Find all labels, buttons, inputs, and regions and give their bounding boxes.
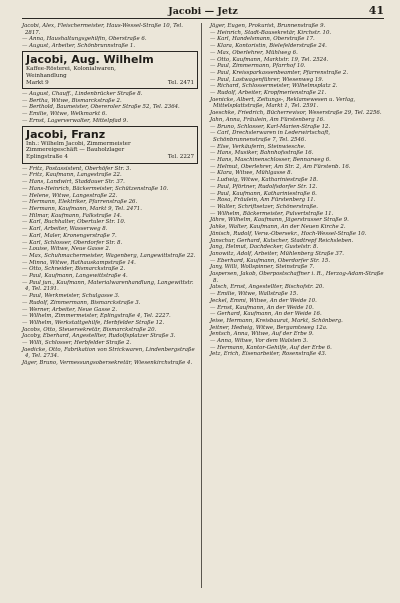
directory-entry: Jaeschke, Friedrich, Bücherrevisor, Weserstraße 29, Tel. 2256. [210, 110, 382, 117]
business-ad-line: Weinhandlung [26, 72, 67, 79]
directory-entry: — August, Arbeiter, Schönbrunnstraße 1. [22, 43, 136, 50]
directory-entry: — Hans, Musiker, Bahnhofsstraße 16. [210, 150, 314, 157]
directory-entry: — Paul, Werkmeister, Schulgasse 3. [22, 293, 120, 300]
directory-entry: — Gerhard, Kaufmann, An der Weide 16. [210, 311, 322, 318]
business-ad-line: Kaffee-Rösterei, Kolonialwaren, [26, 65, 116, 72]
directory-entry: Jänisch, Rudolf, Verw.-Obersekr., Hoch-Wessel-Straße 10. [210, 230, 367, 237]
directory-entry: — Paul jun., Kaufmann, Materialwarenhandlung, Langewittstr. 4, Tel. 2191. [22, 279, 194, 293]
directory-entry: — Otto, Kaufmann, Marktstr. 19, Tel. 2524. [210, 56, 329, 63]
business-ad-title: Jacobi, Franz [26, 127, 106, 141]
business-ad-footer [26, 80, 194, 87]
directory-entry: Jeitner, Hedwig, Witwe, Bergamtsweg 12a. [210, 324, 328, 331]
directory-entry: — Karl, Handelsmann, Oberstraße 17. [210, 36, 315, 43]
directory-entry: — Hans-Heinrich, Bäckermeister, Schützenstraße 10. [22, 185, 169, 192]
directory-entry: — Paul, Lastwagenführer, Wiesenweg 19. [210, 76, 324, 83]
column-divider [201, 23, 202, 588]
directory-entry: — Max, Schuhmachermeister, Wagenberg, Langewittstraße 22. [22, 252, 196, 259]
directory-entry: Jetz, Erich, Eisenarbeiter, Rosenstraße 43. [210, 351, 327, 358]
directory-entry: — Rosa, Fräulein, Am Fürstenberg 11. [210, 197, 316, 204]
directory-entry: — Anna, Witwe, Vor dem Walsten 3. [210, 338, 309, 345]
directory-entry: — Wilhelm, Zimmermeister, Eplingstraße 4, Tel. 2227. [22, 313, 171, 320]
directory-entry: — Minna, Witwe, Rathauskampstraße 14. [22, 259, 136, 266]
directory-entry: — Max, Oberlehrer, Mühlweg 6. [210, 49, 298, 56]
header-range: Jacobi — Jetz [168, 6, 238, 17]
directory-entry: — Ernst, Lagerverwalter, Mittelpfad 9. [22, 117, 129, 124]
directory-entry: Jeckel, Emmi, Witwe, An der Weide 10. [210, 297, 317, 304]
directory-entry: Jahn, Anna, Fräulein, Am Fürstenberg 16. [210, 116, 325, 123]
directory-entry: — Klara, Kontoristin, Bielefelderstraße 24. [210, 43, 327, 50]
directory-entry: — Werner, Arbeiter, Neue Gasse 2. [22, 306, 118, 313]
directory-entry: Jang, Helmut, Dachdecker, Gustelstr. 8. [210, 244, 319, 251]
directory-entry: Jacoby, Eberhard, Angestellter, Rudolfsplatzer Straße 3. [22, 333, 176, 340]
directory-entry: Janowitz, Adolf, Arbeiter, Mühlenberg Straße 37. [210, 250, 344, 257]
business-ad-phone: Tel. 2227 [167, 154, 194, 161]
business-ad-line: Inh.: Wilhelm Jacobi, Zimmermeister [26, 140, 131, 147]
directory-entry: — Fritz, Kaufmann, Langestraße 22. [22, 172, 122, 179]
directory-entry: — Hans, Landwirt, Staddauer Str. 37. [22, 179, 125, 186]
directory-entry: — Heinrich, Stadt-Bausekretär, Kirchstr. 10. [210, 29, 332, 36]
page-number: 41 [368, 4, 384, 17]
directory-entry: — Hermann, Elektriker, Pfarrenstraße 26. [22, 199, 138, 206]
directory-entry: Jäger, Eugen, Prokurist, Brunnenstraße 9. [210, 23, 326, 29]
directory-entry: Jähre, Wilhelm, Kaufmann, Jägerstrasser Straße 9. [210, 217, 349, 224]
directory-entry: — Fritz, Postassistent, Oberhöfer Str. 3. [22, 165, 132, 172]
directory-entry: — Karl, Maler, Kronengerstraße 7. [22, 232, 117, 239]
directory-entry: — Anna, Haushaltungsgehilfin, Oberstraße 6. [22, 36, 147, 43]
directory-entry: — Carl, Drechslerwaren in Lederwirtschaft, Schönbrunnenstraße 7, Tel. 2546. [210, 130, 331, 143]
directory-entry: — Hermann, Kaufmann, Markt 9, Tel. 2471. [22, 205, 142, 212]
directory-entry: — Emilie, Witwe, Wallstraße 15. [210, 291, 299, 298]
directory-entry: Jaspersen, Jakob, Oberpostschaffner i. R., Herzog-Adam-Straße 8. [210, 271, 384, 284]
directory-entry: — August, Chauff., Lindenbrücker Straße 8. [22, 91, 143, 98]
business-ad-phone: Tel. 2471 [167, 79, 194, 86]
directory-entry: — Helmut, Oberlehrer, Am Str. 2, Am Fürstenb. 16. [210, 163, 351, 170]
directory-entry: — Eberhard, Kaufmann, Oberdorfer Str. 15. [210, 257, 331, 264]
directory-entry: — Paul, Zimmermann, Pfarrhof 10. [210, 63, 306, 70]
header-rule [22, 18, 384, 19]
business-ad-address: Eplingstraße 4 [26, 154, 68, 161]
right-column [210, 23, 386, 358]
directory-entry: — Rudolf, Arbeiter, Kropfmerienstraße 21. [210, 90, 327, 97]
running-header [22, 4, 384, 18]
directory-entry: — Otto, Schneider, Bismarckstraße 2. [22, 266, 126, 273]
left-column [22, 23, 198, 367]
directory-entry: — Wilhelm, Werkstattgehilfe, Herbfelder Straße 12. [22, 319, 165, 326]
directory-entry: — Richard, Schlossermeister, Wilhelmsplatz 2. [210, 83, 338, 90]
directory-entry: — Helene, Witwe, Langestraße 22. [22, 192, 118, 199]
directory-entry: — Rudolf, Zimmermann, Bismarckstraße 3. [22, 299, 141, 306]
directory-entry: — Berthold, Baumeister, Obereroler Straße 52, Tel. 2364. [22, 104, 180, 111]
directory-entry: Jany, Willi, Wollspinner, Steinstraße 7. [210, 264, 315, 271]
directory-entry: Jacobs, Otto, Steuersekretär, Bismarckstraße 20. [22, 326, 157, 333]
directory-entry: — Louise, Witwe, Neue Gasse 2. [22, 246, 111, 253]
business-ad-line: Zimmereigeschäft — Bauholzlager [26, 147, 125, 154]
business-ad-title: Jacobi, Aug. Wilhelm [26, 52, 154, 66]
directory-entry: — Bertha, Witwe, Bismarckstraße 2. [22, 97, 122, 104]
directory-entry: Jeise, Hermann, Kreisbaurat, Markt, Schönberg. [210, 317, 343, 324]
directory-entry: — Walter, Schriftsetzer, Schönerstraße. [210, 203, 318, 210]
directory-entry: — Ernst, Kaufmann, An der Weide 10. [210, 304, 314, 311]
directory-entry: Jacobi, Alex, Fleischermeister, Haus-Wessel-Straße 10, Tel. 2817. [22, 23, 183, 36]
directory-entry: — Paul, Kaufmann, Langewittstraße 4. [22, 273, 128, 280]
directory-entry: — Karl, Schlosser, Oberdorfer Str. 8. [22, 239, 123, 246]
business-ad-address: Markt 9 [26, 79, 49, 86]
directory-entry: — Paul, Pförtner, Rudolfsdorfer Str. 12. [210, 183, 318, 190]
directory-entry: — Klara, Witwe, Mühlgasse 8. [210, 170, 293, 177]
directory-entry: Jahke, Walter, Kaufmann, An der Neuen Kirche 2. [210, 224, 346, 231]
directory-entry: — Emilie, Witwe, Welkmarkt 6. [22, 111, 107, 118]
directory-entry: — Else, Verkäuferin, Steinwiesche. [210, 143, 306, 150]
directory-entry: Janschur, Gerhard, Kutscher, Stadtrepf Reichsleben. [210, 237, 354, 244]
directory-entry: — Ludwig, Witwe, Kathariniestraße 18. [210, 177, 318, 184]
directory-entry: — Hermann, Kantor-Gehilfe, Auf der Erbe 6. [210, 344, 332, 351]
directory-entry: — Paul, Kreissparkassenbeamter, Pfarrenstraße 2. [210, 69, 349, 76]
business-ad-footer [26, 154, 194, 161]
directory-entry: Jaenicke, Albert, Zeitungs-, Reklamewesen u. Verlag, Mittelsplattstraße, Markt 1, Tel. 2591. [210, 96, 356, 110]
directory-entry: Jatsch, Ernst, Angestellter, Bischofstr. 20. [210, 284, 325, 291]
directory-entry: — Willi, Schlosser, Herbfelder Straße 2. [22, 340, 132, 347]
directory-entry: — Hilmar, Kaufmann, Falkstraße 14. [22, 212, 122, 219]
directory-entry: — Karl, Buchhalter, Obertuler Str. 10. [22, 219, 126, 226]
directory-entry: — Hans, Maschinenschlosser, Bennarweg 6. [210, 157, 331, 164]
directory-entry: Jentsch, Anna, Witwe, Auf der Erbe 9. [210, 331, 314, 338]
business-ad-box [22, 51, 198, 89]
directory-entry: Jäger, Bruno, Vermessungsobersekretär, Wiesenkirchstraße 4. [22, 360, 193, 367]
directory-entry: Jaedicke, Otto, Fabrikation von Strickwaren, Lindenbergstraße 4, Tel. 2734. [22, 346, 195, 360]
directory-entry: — Wilhelm, Bäckermeister, Pulvertstraße 11. [210, 210, 334, 217]
directory-entry: — Karl, Arbeiter, Wasserweg 8. [22, 226, 108, 233]
directory-entry: — Bruno, Schlosser, Karl-Marien-Straße 12. [210, 123, 331, 130]
business-ad-box [22, 126, 198, 164]
directory-entry: — Paul, Kaufmann, Kathariniestraße 6. [210, 190, 317, 197]
